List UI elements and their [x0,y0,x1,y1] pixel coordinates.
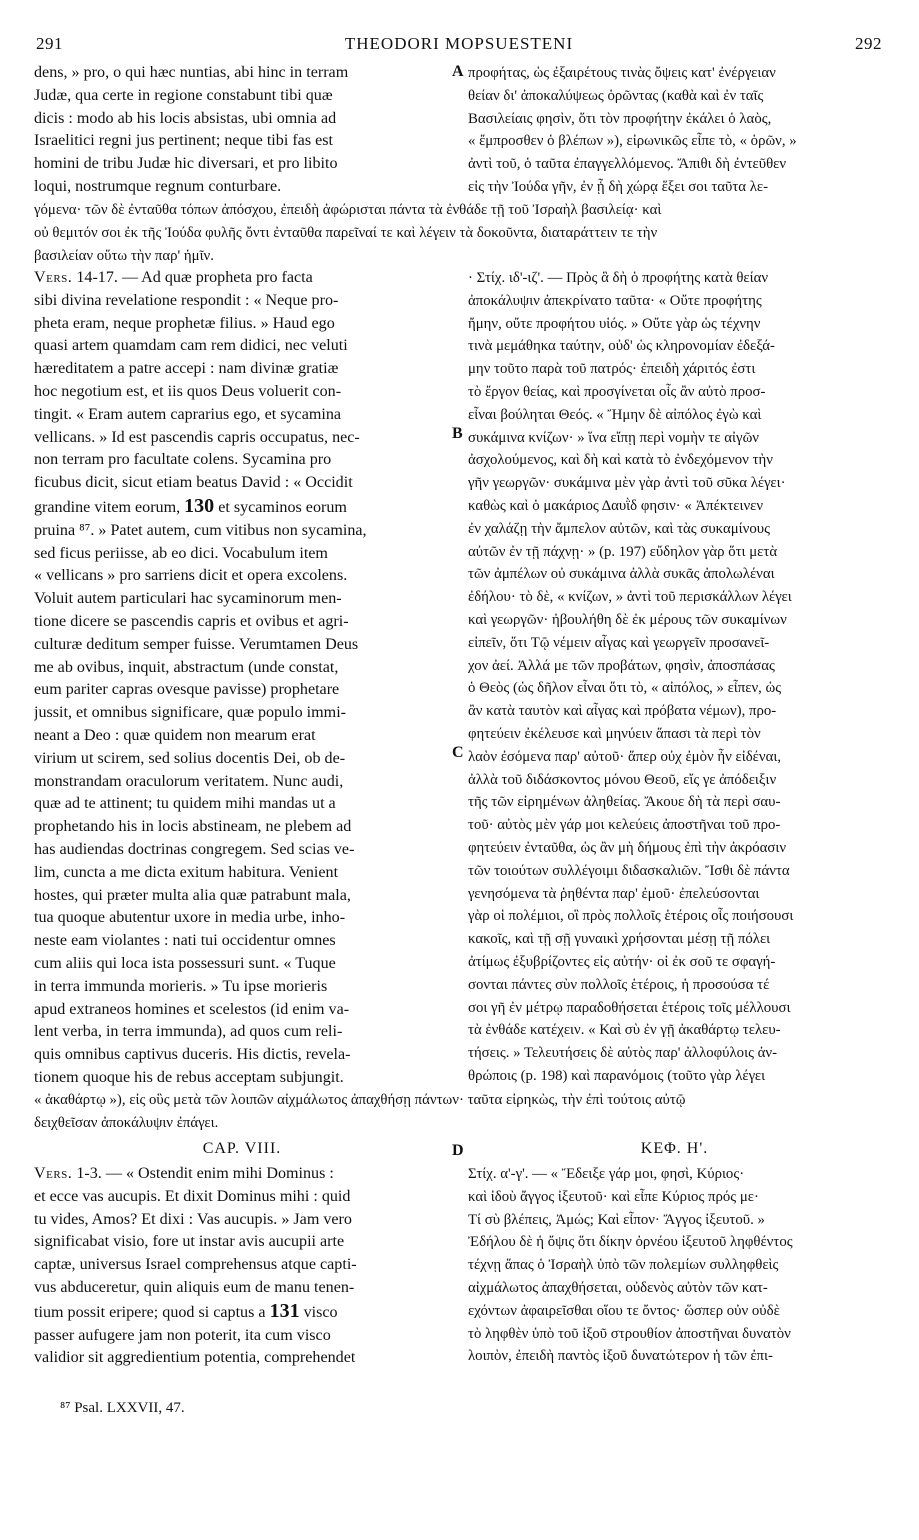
text-line: ἀλλὰ τοῦ διδάσκοντος μόνου Θεοῦ, εἴς γε ἀπόδειξιν [468,771,777,788]
text-line: cum aliis qui loca ista possessuri sunt. « Tuque [34,954,336,972]
text-line: in terra immunda morieris. » Tu ipse morieris [34,977,328,995]
greek-column-section-1 [468,62,881,199]
margin-marker-a: A [452,63,464,80]
text-line: χον ἀεί. Ἀλλά με τῶν προβάτων, φησὶν, ἀποσπάσας [468,657,775,674]
text-line: Voluit autem particulari hac sycaminorum men- [34,590,342,608]
text-line: Israelitici regni jus pertinent; neque tibi fas est [34,132,333,150]
text-line: hoc negotium est, et iis quos Deus voluerit con- [34,382,342,400]
text-line: neant a Deo : quæ quidem non mearum erat [34,726,316,744]
text-line: καὶ γεωργῶν· ἠβουλήθη δὲ ἐκ μέρους τῶν συκαμίνων [468,611,787,628]
margin-marker-d: D [452,1142,464,1159]
text-line: βασιλείαν οὕτω τὴν παρ' ἡμῖν. [34,247,214,264]
text-line-with-column-number [34,1300,450,1325]
text-line: θείαν δι' ἀποκαλύψεως ὁρῶντας (καθὰ καὶ ἐν ταῖς [468,87,764,104]
greek-column-section-3 [468,1163,881,1368]
text-line: τὸ ἔργον θείας, καὶ προσγίνεται οἷς ἂν αὐτὸ προσ- [468,383,766,400]
text-fragment: tium possit eripere; quod si captus a [34,1303,270,1321]
text-line-with-column-number [34,495,450,520]
text-line: Τί σὺ βλέπεις, Ἀμώς; Καὶ εἶπον· Ἄγγος ἰξευτοῦ. » [468,1211,765,1228]
text-line: validior sit aggredientium potentia, comprehendet [34,1349,356,1367]
text-line: vellicans. » Id est pascendis capris occupatus, nec- [34,428,360,446]
latin-column-section-2 [34,267,450,1090]
text-line: ὁ Θεὸς (ὡς δῆλον εἶναι ὅτι τὸ, « αἰπόλος, » εἶπεν, ὡς [468,680,782,697]
text-line: sed ficus periisse, ab eo dici. Vocabulum item [34,544,328,562]
running-title: THEODORI MOPSUESTENI [344,34,574,53]
text-line: significabat visio, fore ut instar avis aucupii arte [34,1233,345,1251]
text-line: tua quoque abutentur uxore in media urbe, inho- [34,909,346,927]
footnote: ⁸⁷ Psal. LXXVII, 47. [60,1400,185,1416]
text-line: τὰ ἐνθάδε κατέχειν. « Καὶ σὺ ἐν γῇ ἀκαθάρτῳ τελευ- [468,1022,781,1039]
text-line: λαὸν ἐσόμενα παρ' αὐτοῦ· ἅπερ οὐχ ἐμὸν ἦν εἰδέναι, [468,748,782,765]
text-line: virium ut scirem, sed solius docentis Dei, ob de- [34,749,346,767]
text-fragment: et sycaminos eorum [214,498,347,516]
text-line: Στίχ. α'-γ'. — « Ἔδειξε γάρ μοι, φησὶ, Κύριος· [468,1166,745,1182]
text-line: συκάμινα κνίζων· » ἵνα εἴπῃ περὶ νομὴν τε αἰγῶν [468,429,759,446]
text-line: hæreditatem a patre accepi : nam divinæ gratiæ [34,360,339,378]
text-line: tingit. « Eram autem caprarius ego, et sycamina [34,405,342,423]
text-line: « ἔμπροσθεν ὁ βλέπων »), εἰρωνικῶς εἶπε τὸ, « ὁρῶν, » [468,133,797,150]
text-line: εχόντων ἀφαιρεῖσθαι οἵου τε ὄντος· ὥσπερ οὐν οὐδὲ [468,1302,780,1319]
text-line: γενησόμενα τὰ ῥηθέντα παρ' ἐμοῦ· ἐπελεύσονται [468,885,760,902]
text-line: et ecce vas aucupis. Et dixit Dominus mihi : quid [34,1187,351,1205]
text-line: θρώποις (p. 198) καὶ παρανόμοις (τοῦτο γὰρ λέγει [468,1067,766,1084]
text-line: captæ, universus Israel comprehensus atque capti- [34,1256,357,1274]
text-line: passer aufugere jam non poterit, ita cum visco [34,1326,331,1344]
text-line: μην τοῦτο παρὰ τοῦ πατρός· ἐπειδὴ χάριτός ἐστι [468,361,756,378]
text-line: ἤμην, οὔτε προφήτου υἱός. » Οὔτε γὰρ ὡς τέχνην [468,315,761,332]
page-header [36,34,882,56]
text-line: ἐν χαλάζῃ τὴν ἄμπελον αὐτῶν, καὶ τὰς συκαμίνους [468,520,770,537]
text-line: οὐ θεμιτόν σοι ἐκ τῆς Ἰούδα φυλῆς ὄντι ἐνταῦθα παρεῖναί τε καὶ λέγειν τὰ δοκοῦντα, διαταράττειν τε τὴν [34,224,658,241]
chapter-heading-latin: CAP. VIII. [202,1140,282,1157]
text-line: αἰχμάλωτος ἀπαχθήσεται, οὐδενὸς αὐτὸν τῶν κατ- [468,1279,768,1296]
text-line: καὶ ἰδοὺ ἄγγος ἰξευτοῦ· καὶ εἶπε Κύριος πρός με· [468,1188,759,1205]
text-line: γόμενα· τῶν δὲ ἐνταῦθα τόπων ἀπόσχου, ἐπειδὴ ἀφώρισται πάντα τὰ ἐνθάδε τῇ τοῦ Ἰσραὴλ βασιλείᾳ· καὶ [34,202,662,218]
text-line: me ab ovibus, inquit, abstractum (unde constat, [34,658,339,676]
greek-full-width-block-2 [34,1089,882,1135]
margin-marker-b: B [452,425,463,442]
verse-heading-line [34,1163,450,1186]
text-line: ἀποκάλυψιν ἀπεκρίνατο ταῦτα· « Οὔτε προφήτης [468,292,762,309]
text-line: σοι γῆ ἐν μέτρῳ παραδοθήσεται ἑτέροις τοῖς μέλλουσι [468,999,791,1016]
column-number: 131 [269,1299,300,1322]
verse-heading-line [34,267,450,290]
text-line: Judæ, qua certe in regione constabunt tibi quæ [34,86,333,104]
text-line: τινὰ μεμάθηκα ταύτην, οὐδ' ὡς κληρονομίαν ἐδεξά- [468,338,775,355]
text-line: ἀτίμως ἐξυβρίζοντες εἰς αὐτήν· οἱ ἐκ σοῦ τε σφαγή- [468,953,776,970]
text-line: apud extraneos homines et scelestos (id enim va- [34,1000,350,1018]
text-line: ficubus dicit, sicut etiam beatus David : « Occidit [34,474,353,492]
text-line: monstrandam oraculorum veritatem. Nunc audi, [34,772,344,790]
text-line: καθὼς καὶ ὁ μακάριος Δαυῒδ φησιν· « Ἀπέκτεινεν [468,497,764,514]
greek-full-width-block-1 [34,199,882,267]
text-line: culturæ deditum semper fuisse. Verumtamen Deus [34,635,359,653]
text-line: neste eam violantes : nati tui occidentur omnes [34,932,336,950]
text-line: pruina ⁸⁷. » Patet autem, cum vitibus non sycamina, [34,521,367,539]
text-fragment: grandine vitem eorum, [34,498,185,516]
text-line: γὰρ οἱ πολέμιοι, οἳ πρὸς πολλοῖς ἑτέροις οἷς ποιήσουσι [468,908,794,925]
text-line: loqui, nostrumque regnum conturbare. [34,177,282,195]
text-line: τήσεις. » Τελευτήσεις δὲ αὐτὸς παρ' ἀλλοφύλοις ἀν- [468,1045,777,1062]
text-line: lim, cuncta a me dicta exitum habitura. Venient [34,863,339,881]
text-line: τῶν τοιούτων συλλέγοιμι διδασκαλιῶν. Ἴσθι δὲ πάντα [468,862,790,879]
text-line: λοιπὸν, ἐπειδὴ παντὸς ἰξοῦ δυνατώτερον ἡ τῶν ἐπι- [468,1348,773,1365]
text-line: τῶν ἀμπέλων οὐ συκάμινα ἀλλὰ συκᾶς ἀπολωλέναι [468,566,775,583]
text-line: · Στίχ. ιδ'-ιζ'. — Πρὸς ἃ δὴ ὁ προφήτης κατὰ θείαν [468,270,769,286]
text-line: tionem quoque his de rebus acceptam subjungit. [34,1068,344,1086]
text-line: non terram pro facultate colens. Sycamina pro [34,451,332,469]
text-line: φητεύειν ἐνταῦθα, ὡς ἂν μὴ δήμους ἐπὶ τὴν ἀκρόασιν [468,839,787,856]
text-line: εἶναι βούληται Θεός. « Ἤμην δὲ αἰπόλος ἐγὼ καὶ [468,406,762,423]
text-line: sibi divina revelatione respondit : « Neque pro- [34,291,339,309]
text-line: αὐτῶν ἐν τῇ πάχνῃ· » (p. 197) εὔδηλον γὰρ ὅτι μετὰ [468,543,778,560]
text-line: quis omnibus captivus duceris. His dictis, revela- [34,1046,351,1064]
text-line: ἀσχολούμενος, καὶ δὴ καὶ κατὰ τὸ ἐνδεχόμενον τὴν [468,452,773,469]
text-line: lent verba, in terra immunda), ad quos cum reli- [34,1023,343,1041]
text-line: τὸ ληφθὲν ὑπὸ τοῦ ἰξοῦ στρουθίον ἀποστῆναι δυνατὸν [468,1325,791,1342]
column-number: 130 [184,494,215,517]
text-fragment: 1-3. — « Ostendit enim mihi Dominus : [72,1165,334,1182]
text-line: τέχνῃ ἅπας ὁ Ἰσραὴλ ὑπὸ τῶν πολεμίων συλληφθεὶς [468,1257,779,1274]
page-number-left: 291 [36,34,63,53]
text-line: homini de tribu Judæ hic diversari, et pro libito [34,155,338,173]
verse-label: Vers. [34,1165,73,1182]
latin-column-section-3 [34,1163,450,1370]
text-line: ἐδήλου· τὸ δὲ, « κνίζων, » ἀντὶ τοῦ περισκάλλων λέγει [468,589,792,606]
text-line: vus abduceretur, quin aliquis eum de manu tenen- [34,1278,355,1296]
text-line: ἂν κατὰ ταυτὸν καὶ αἶγας καὶ πρόβατα νέμων), προ- [468,703,777,720]
text-line: « vellicans » pro sarriens dicit et opera excolens. [34,567,348,585]
text-line: pheta eram, neque prophetæ filius. » Haud ego [34,314,335,332]
latin-column-section-1 [34,62,450,199]
text-line: dicis : modo ab his locis absistas, ubi omnia ad [34,109,337,127]
text-line: δειχθεῖσαν ἀποκάλυψιν ἐπάγει. [34,1114,219,1131]
verse-label: Vers. [34,269,73,286]
text-line: ἀντὶ τοῦ, ὁ ταῦτα ἐπαγγελλόμενος. Ἄπιθι δὴ ἐντεῦθεν [468,156,787,173]
text-line: quasi artem quamdam cam rem didici, nec veluti [34,337,348,355]
text-line: κακοῖς, καὶ τῇ σῇ γυναικὶ χρήσονται μέσῃ τῇ πόλει [468,931,771,948]
text-line: τῆς τῶν εἰρημένων ἀληθείας. Ἄκουε δὴ τὰ περὶ σαυ- [468,794,781,811]
chapter-heading-greek: ΚΕΦ. Η'. [640,1140,709,1157]
margin-marker-c: C [452,744,464,761]
text-line: hostes, qui præter multa alia quæ patrabunt mala, [34,886,351,904]
text-line: Βασιλείαις φησὶν, ὅτι τὸν προφήτην ἐκάλει ὁ λαὸς, [468,110,772,127]
text-line: εἰς τὴν Ἰούδα γῆν, ἐν ᾗ δὴ χώρᾳ ἕξει σοι ταῦτα λε- [468,178,769,195]
text-line: γῆν γεωργῶν· συκάμινα μὲν γὰρ ἀντὶ τοῦ σῦκα λέγει· [468,475,786,492]
text-fragment: 14-17. — Ad quæ propheta pro facta [72,269,313,286]
text-fragment: visco [299,1303,338,1321]
text-line: Ἐδήλου δὲ ἡ ὄψις ὅτι δίκην ὀρνέου ἰξευτοῦ ληφθέντος [468,1234,793,1251]
page-number-right: 292 [855,34,882,53]
text-line: εἰπεῖν, ὅτι Τῷ νέμειν αἶγας καὶ γεωργεῖν προσανεῖ- [468,634,770,651]
text-line: eum pariter capras ovesque pavisse) prophetare [34,681,340,699]
text-line: tione dicere se pascendis capris et ovibus et agri- [34,612,349,630]
text-line: προφήτας, ὡς ἐξαιρέτους τινὰς ὄψεις κατ' ἐνέργειαν [468,65,776,81]
text-line: τοῦ· αὐτὸς μὲν γάρ μοι κελεύεις ἀποστῆναι τοῦ προ- [468,817,781,834]
text-line: prophetando his in locis abstineam, ne plebem ad [34,818,352,836]
greek-column-section-2 [468,267,881,1088]
text-line: tu vides, Amos? Et dixi : Vas aucupis. » Jam vero [34,1210,352,1228]
text-line: jussit, et omnibus significare, quæ populo immi- [34,704,347,722]
text-line: « ἀκαθάρτῳ »), εἰς οὓς μετὰ τῶν λοιπῶν αἰχμάλωτος ἀπαχθήσῃ πάντων· ταῦτα εἰρηκὼς, τὴν ἐπὶ τούτοις αὐτῷ [34,1092,686,1108]
text-line: quæ ad te attinent; tu quidem mihi mandas ut a [34,795,336,813]
text-line: σονται πάντες σὺν πολλοῖς ἑτέροις, ἡ προσούσα τέ [468,976,770,993]
text-line: has audiendas doctrinas congregem. Sed scias ve- [34,840,355,858]
text-line: dens, » pro, o qui hæc nuntias, abi hinc in terram [34,64,349,81]
text-line: φητεύειν ἐκέλευσε καὶ μηνύειν ἅπασι τὰ περὶ τὸν [468,725,761,742]
